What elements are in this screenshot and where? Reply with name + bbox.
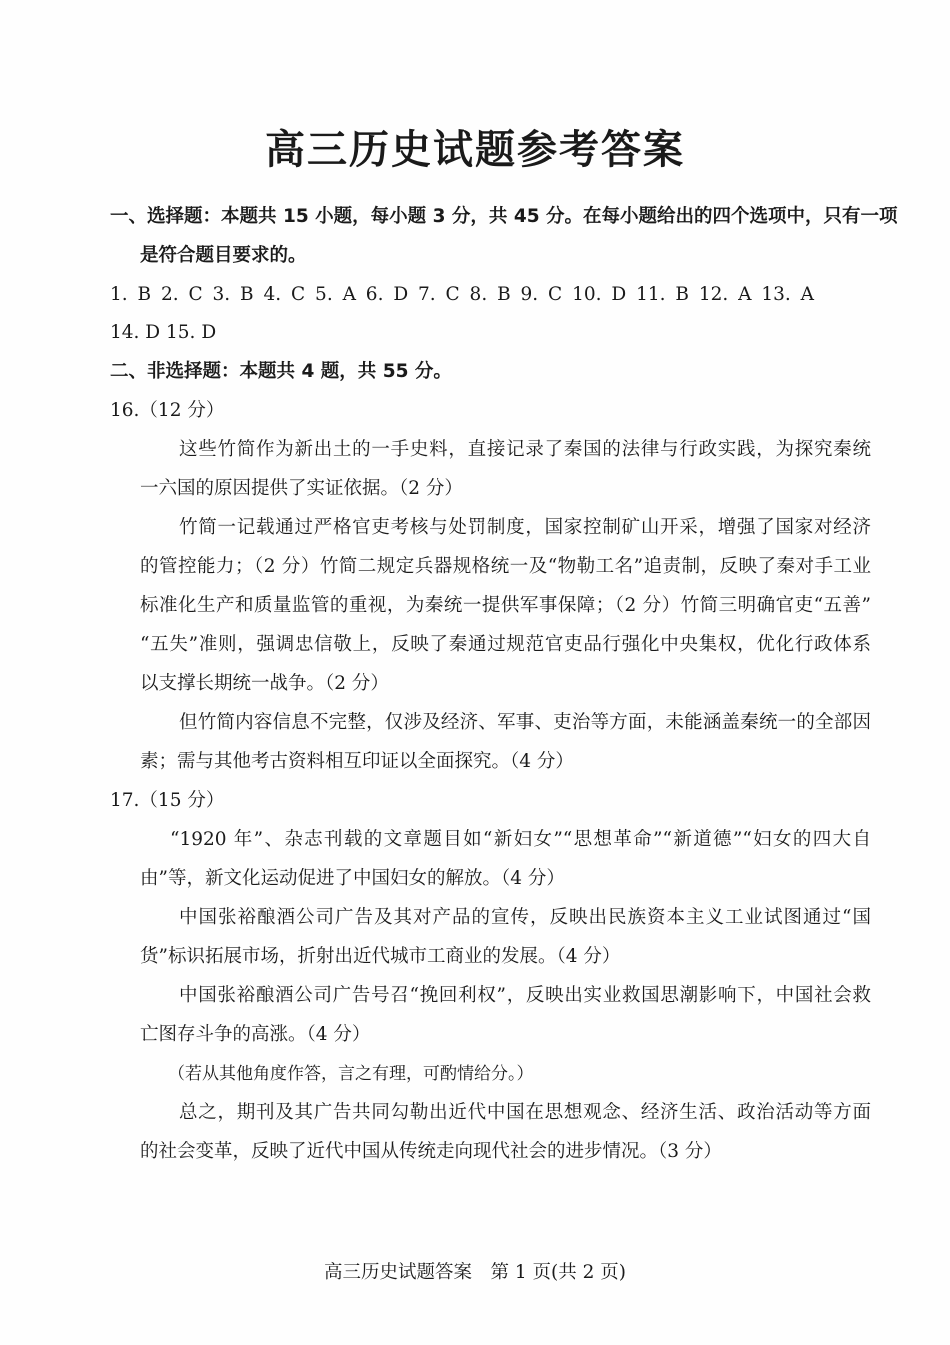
q17-label: 17.（15 分）: [110, 790, 225, 811]
q16-p2-line2: 的管控能力；（2 分）竹简二规定兵器规格统一及“物勒工名”追责制，反映了秦对手工业: [140, 556, 871, 577]
q16-p2-line3: 标准化生产和质量监管的重视，为秦统一提供军事保障；（2 分）竹简三明确官吏“五善”: [140, 595, 871, 616]
answers-line2: 14. D 15. D: [110, 322, 217, 343]
q16-p3-line1: 但竹简内容信息不完整，仅涉及经济、军事、吏治等方面，未能涵盖秦统一的全部因: [179, 712, 871, 733]
q17-p1-line2: 由”等，新文化运动促进了中国妇女的解放。（4 分）: [140, 868, 565, 889]
q17-p3-line1: 中国张裕酿酒公司广告号召“挽回利权”，反映出实业救国思潮影响下，中国社会救: [179, 985, 871, 1006]
q16-p2-line4: “五失”准则，强调忠信敬上，反映了秦通过规范官吏品行强化中央集权，优化行政体系: [140, 634, 871, 655]
q17-p2-line1: 中国张裕酿酒公司广告及其对产品的宣传，反映出民族资本主义工业试图通过“国: [179, 907, 871, 928]
q17-p1-line1: “1920 年”、杂志刊载的文章题目如“新妇女”“思想革命”“新道德”“妇女的四大自: [170, 829, 871, 850]
q16-p1-line2: 一六国的原因提供了实证依据。（2 分）: [140, 478, 463, 499]
section1-heading-line1: 一、选择题：本题共 15 小题，每小题 3 分，共 45 分。在每小题给出的四个选项中，只有一项: [110, 206, 898, 227]
q16-p2-line5: 以支撑长期统一战争。（2 分）: [140, 673, 389, 694]
section2-heading: 二、非选择题：本题共 4 题，共 55 分。: [110, 361, 452, 382]
q16-label: 16.（12 分）: [110, 400, 225, 421]
q17-p3-line2: 亡图存斗争的高涨。（4 分）: [140, 1024, 371, 1045]
answers-line1: 1. B 2. C 3. B 4. C 5. A 6. D 7. C 8. B 9. C 10. D 11. B 12. A 13. A: [110, 284, 814, 305]
q16-p3-line2: 素；需与其他考古资料相互印证以全面探究。（4 分）: [140, 751, 574, 772]
q16-p2-line1: 竹简一记载通过严格官吏考核与处罚制度，国家控制矿山开采，增强了国家对经济: [179, 517, 871, 538]
page-title: 高三历史试题参考答案: [265, 127, 685, 173]
q17-p4-line2: 的社会变革，反映了近代中国从传统走向现代社会的进步情况。（3 分）: [140, 1141, 722, 1162]
q17-grading-note: （若从其他角度作答，言之有理，可酌情给分。）: [168, 1064, 534, 1084]
q17-p2-line2: 货”标识拓展市场，折射出近代城市工商业的发展。（4 分）: [140, 946, 621, 967]
section1-heading-line2: 是符合题目要求的。: [140, 245, 307, 266]
page-footer: 高三历史试题答案 第 1 页(共 2 页): [324, 1262, 626, 1283]
q16-p1-line1: 这些竹简作为新出土的一手史料，直接记录了秦国的法律与行政实践，为探究秦统: [179, 439, 871, 460]
q17-p4-line1: 总之，期刊及其广告共同勾勒出近代中国在思想观念、经济生活、政治活动等方面: [179, 1102, 871, 1123]
